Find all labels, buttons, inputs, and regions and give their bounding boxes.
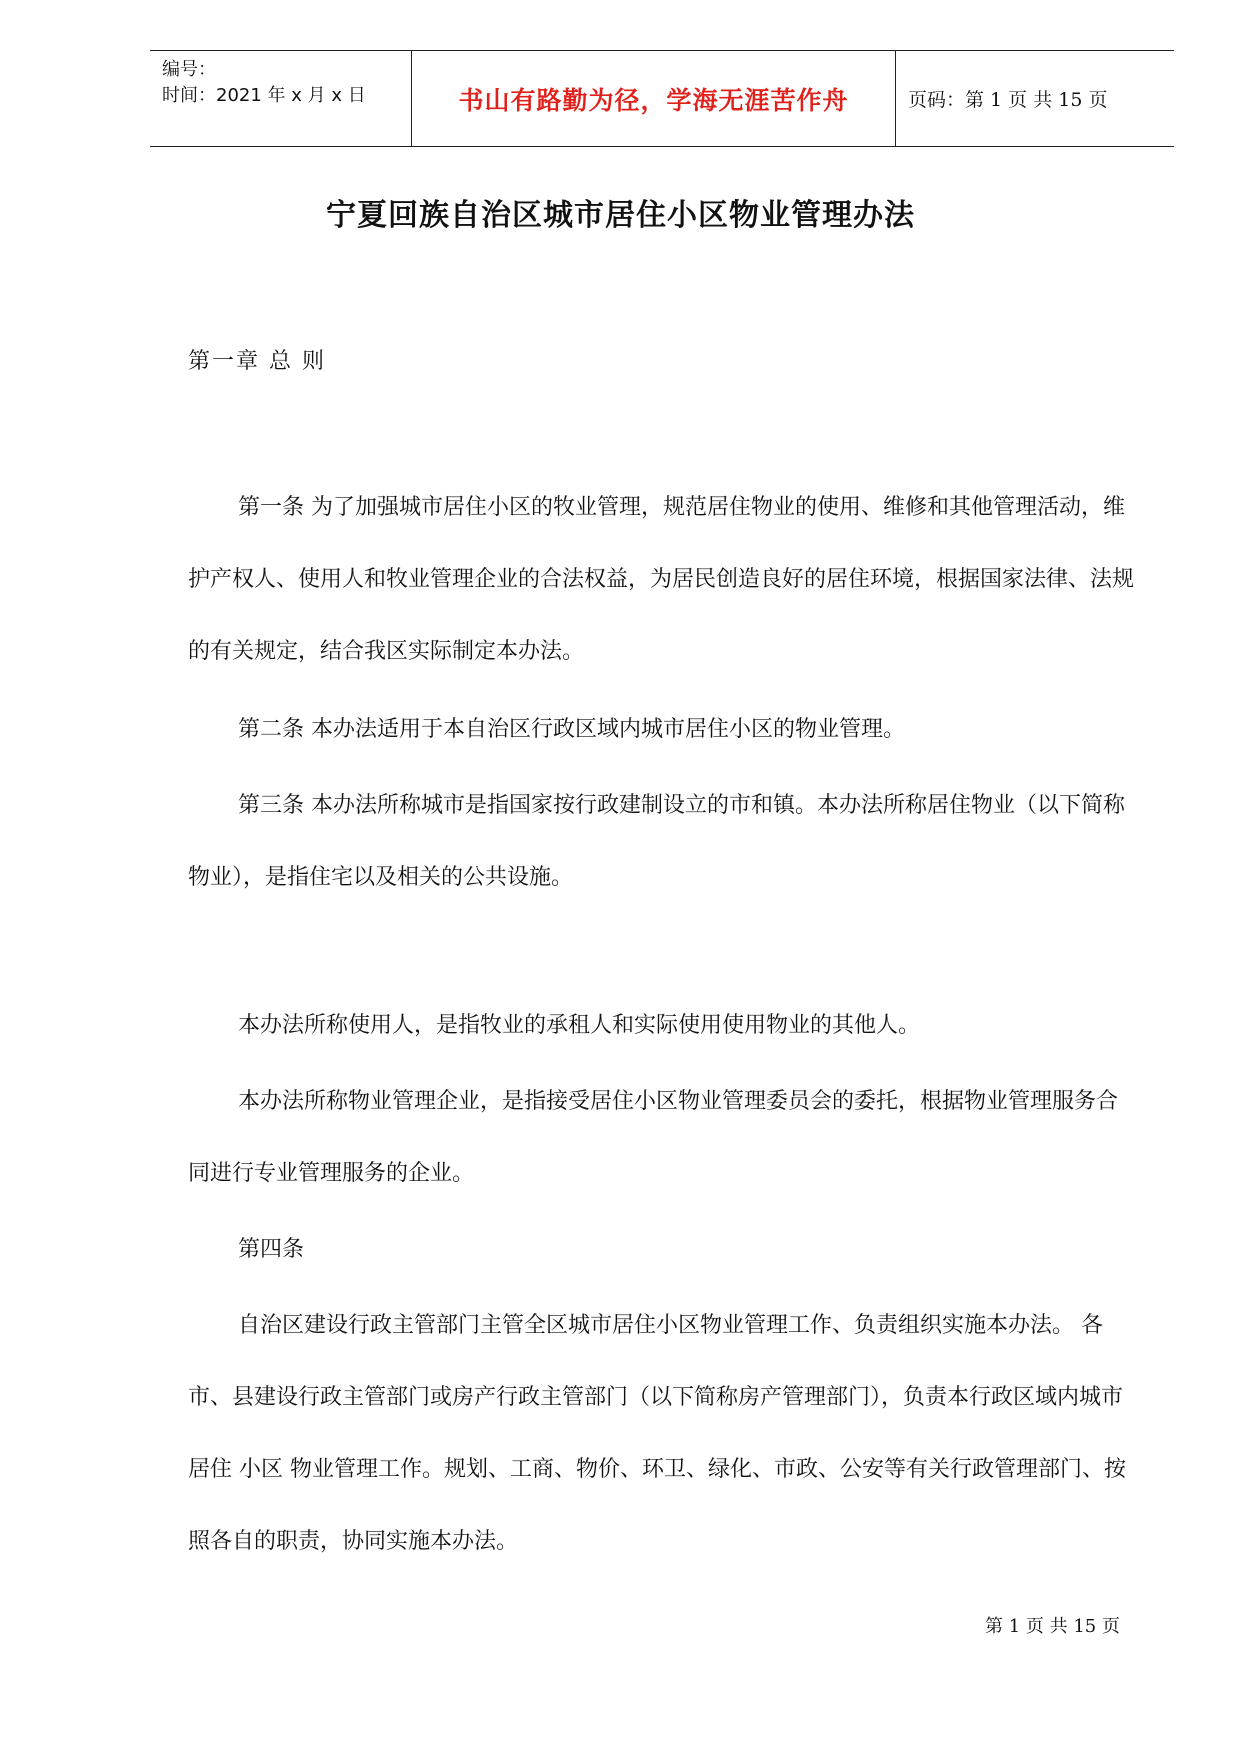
article-1-paragraph: 第一条 为了加强城市居住小区的牧业管理，规范居住物业的使用、维修和其他管理活动，维护产权人、使用人和牧业管理企业的合法权益，为居民创造良好的居住环境，根据国家法律、法规的有关规定，结合我区实际制定本办法。 <box>188 495 1135 664</box>
article-2-paragraph: 第二条 本办法适用于本自治区行政区域内城市居住小区的物业管理。 <box>238 717 905 742</box>
article-3-paragraph: 第三条 本办法所称城市是指国家按行政建制设立的市和镇。本办法所称居住物业（以下简称物业），是指住宅以及相关的公共设施。 <box>188 793 1125 890</box>
document-time-label: 时间：2021 年 x 月 x 日 <box>162 85 366 106</box>
user-definition-paragraph: 本办法所称使用人，是指牧业的承租人和实际使用使用物业的其他人。 <box>238 1013 921 1038</box>
header-page-info: 页码：第 1 页 共 15 页 <box>908 89 1108 111</box>
chapter-heading: 第一章 总 则 <box>188 349 326 374</box>
header-meta <box>150 51 411 146</box>
article-4-heading: 第四条 <box>238 1237 305 1262</box>
document-title: 宁夏回族自治区城市居住小区物业管理办法 <box>326 198 915 233</box>
document-header <box>150 50 1174 147</box>
header-motto: 书山有路勤为径，学海无涯苦作舟 <box>411 51 896 146</box>
enterprise-definition-paragraph: 本办法所称物业管理企业，是指接受居住小区物业管理委员会的委托，根据物业管理服务合同进行专业管理服务的企业。 <box>188 1089 1119 1186</box>
article-4-paragraph: 自治区建设行政主管部门主管全区城市居住小区物业管理工作、负责组织实施本办法。 各市、县建设行政主管部门或房产行政主管部门（以下简称房产管理部门），负责本行政区域内城市居住 小区 物业管理工作。规划、工商、物价、环卫、绿化、市政、公安等有关行政管理部门、按照各自的职责，协同实施本办法。 <box>188 1313 1126 1554</box>
page-footer: 第 1 页 共 15 页 <box>985 1616 1120 1637</box>
document-number-label: 编号： <box>162 59 216 80</box>
